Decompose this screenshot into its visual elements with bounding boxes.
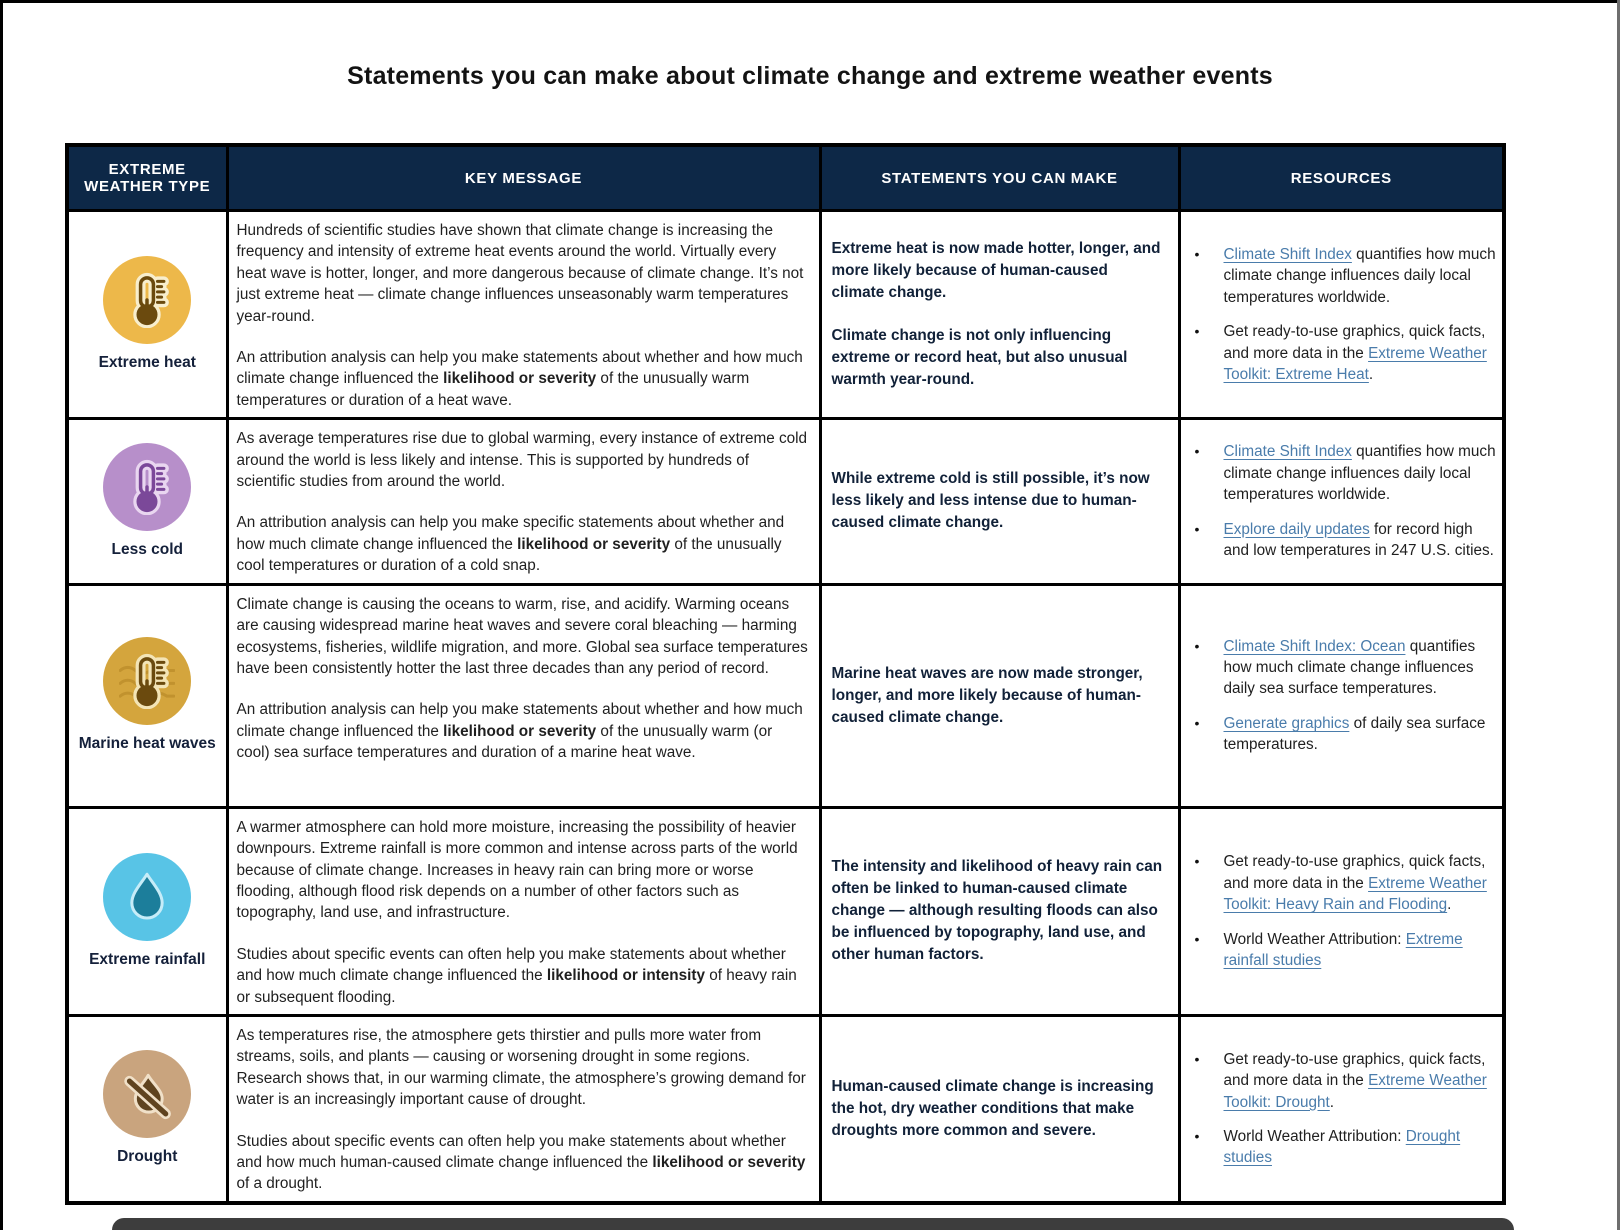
cell-key-message (227, 1015, 820, 1202)
resource-text (1224, 441, 1497, 505)
cell-key-message (227, 584, 820, 807)
text-segment: . (1447, 896, 1452, 914)
resource-item (1191, 713, 1497, 756)
resource-link[interactable]: Extreme rainfall studies (1223, 930, 1463, 969)
resource-text (1224, 244, 1497, 308)
cell-key-message (227, 419, 820, 584)
statement-paragraph: The intensity and likelihood of heavy rain can often be linked to human-caused climate change — although resulting floods can also be influenced by topography, land use, and other human factors. (831, 858, 1163, 964)
weather-table (65, 143, 1506, 1205)
page-border-left (0, 0, 3, 1230)
text-segment: Hundreds of scientific studies have shown that climate change is increasing the frequency and intensity of extreme heat events around the world. Virtually every heat wave is hotter, longer, and more dangerous because of climate change. It’s not just extreme heat — climate change influences unseasonably warm temperatures year-round. (236, 222, 804, 325)
weather-icon-circle (103, 256, 191, 344)
statement-paragraph: Climate change is not only influencing extreme or record heat, but also unusual warmth year-round. (831, 327, 1128, 389)
cell-key-message (227, 211, 820, 419)
table-row (67, 1015, 1504, 1202)
weather-icon-circle (103, 1050, 191, 1138)
bullet-icon: • (1194, 1128, 1200, 1145)
cell-resources (1179, 807, 1504, 1015)
text-segment: quantifies how much climate change influences daily local temperatures worldwide. (1223, 443, 1496, 504)
text-segment: quantifies how much climate change influences daily local temperatures worldwide. (1223, 245, 1496, 306)
resource-item (1191, 244, 1497, 308)
resource-text (1224, 1049, 1497, 1113)
bullet-icon: • (1194, 323, 1200, 340)
cell-extreme-weather-type (67, 211, 227, 419)
cell-statements (820, 1015, 1179, 1202)
bullet-icon: • (1194, 443, 1200, 460)
page-border-top (0, 0, 1620, 3)
table-row (67, 419, 1504, 584)
resource-link[interactable]: Explore daily updates (1223, 520, 1370, 538)
text-segment: of a drought. (236, 1175, 323, 1193)
resource-text (1224, 519, 1497, 562)
text-segment: quantifies how much climate change influences daily sea surface temperatures. (1223, 637, 1476, 698)
column-header-extreme-weather-type: EXTREME WEATHER TYPE (67, 145, 227, 211)
text-segment: An attribution analysis can help you make specific statements about whether and how much climate change influenced the (236, 514, 785, 553)
cell-statements (820, 419, 1179, 584)
text-segment: World Weather Attribution: (1223, 930, 1406, 948)
key-message-paragraph (237, 1131, 810, 1195)
resource-text (1224, 1126, 1497, 1169)
resource-item (1191, 1049, 1497, 1113)
text-segment: likelihood or intensity (546, 967, 705, 985)
text-segment: As average temperatures rise due to global warming, every instance of extreme cold around the world is less likely and intense. This is supported by hundreds of scientific studies from around the world. (236, 430, 808, 491)
key-message-paragraph (237, 428, 810, 492)
resource-text (1224, 929, 1497, 972)
resource-link[interactable]: Climate Shift Index (1223, 245, 1352, 263)
cell-statements (820, 807, 1179, 1015)
text-segment: Studies about specific events can often help you make statements about whether and how much human-caused climate change influenced the (236, 1132, 786, 1171)
text-segment: of the unusually warm (or cool) sea surface temperatures and duration of a marine heat wave. (236, 722, 773, 762)
bullet-icon: • (1194, 853, 1200, 870)
statement-paragraph: Marine heat waves are now made stronger, longer, and more likely because of human-caused climate change. (831, 664, 1143, 726)
resource-item (1191, 636, 1497, 700)
cell-extreme-weather-type (67, 419, 227, 584)
cell-extreme-weather-type (67, 584, 227, 807)
bullet-icon: • (1194, 1050, 1200, 1067)
text-segment: Get ready-to-use graphics, quick facts, and more data in the (1223, 853, 1486, 892)
text-segment: As temperatures rise, the atmosphere gets thirstier and pulls more water from streams, soils, and plants — causing or worsening drought in some regions. Research shows that, in our warming climate, the atmosphere’s growing demand for water is an increasingly important cause of drought. (236, 1026, 806, 1109)
cell-resources (1179, 211, 1504, 419)
weather-type-label: Extreme rainfall (89, 950, 206, 968)
resource-link[interactable]: Extreme Weather Toolkit: Drought (1223, 1072, 1487, 1111)
bullet-icon: • (1194, 245, 1200, 262)
extreme-heat-thermometer-icon (119, 272, 175, 328)
text-segment: . (1368, 365, 1374, 383)
statement-paragraph: Extreme heat is now made hotter, longer, and more likely because of human-caused climate change. (831, 240, 1161, 302)
table-row (67, 584, 1504, 807)
bullet-icon: • (1194, 930, 1200, 947)
resource-item (1191, 1126, 1497, 1169)
text-segment: Studies about specific events can often help you make statements about whether and how much climate change influenced the (236, 945, 786, 985)
header-row (67, 145, 1504, 211)
key-message-paragraph (237, 220, 810, 327)
statement-paragraph: Human-caused climate change is increasing the hot, dry weather conditions that make droughts more common and severe. (831, 1077, 1154, 1139)
text-segment: Get ready-to-use graphics, quick facts, and more data in the (1223, 323, 1486, 362)
text-segment: A warmer atmosphere can hold more moisture, increasing the possibility of heavier downpours. Extreme rainfall is more common and intense across parts of the world because of climate change. Increases in heavy rain can bring more or worse flooding, although flood risk depends on a number of other factors such as topography, land use, and infrastructure. (236, 818, 798, 922)
resource-link[interactable]: Climate Shift Index (1223, 443, 1352, 461)
weather-icon-circle (103, 637, 191, 725)
key-message-paragraph (237, 1025, 810, 1111)
text-segment: of the unusually warm temperatures or duration of a heat wave. (236, 370, 750, 409)
text-segment: An attribution analysis can help you make statements about whether and how much climate change influenced the (236, 701, 803, 740)
text-segment: of daily sea surface temperatures. (1223, 714, 1486, 754)
column-header-key-message: KEY MESSAGE (227, 145, 820, 211)
resource-text (1224, 636, 1497, 700)
text-segment: . (1329, 1093, 1335, 1111)
text-segment: of the unusually cool temperatures or duration of a cold snap. (236, 535, 782, 575)
key-message-paragraph (237, 699, 810, 763)
text-segment: likelihood or severity (443, 722, 597, 740)
text-segment: Get ready-to-use graphics, quick facts, and more data in the (1223, 1050, 1486, 1090)
text-segment: of heavy rain or subsequent flooding. (236, 967, 797, 1006)
resource-item (1191, 851, 1497, 915)
weather-table-body (67, 211, 1504, 1203)
table-row (67, 807, 1504, 1015)
key-message-paragraph (237, 594, 810, 680)
resource-text (1224, 851, 1497, 915)
key-message-paragraph (237, 347, 810, 411)
cell-key-message (227, 807, 820, 1015)
marine-heat-waves-icon (119, 653, 175, 709)
resource-item (1191, 321, 1497, 385)
bottom-toolbar[interactable] (112, 1218, 1514, 1230)
text-segment: likelihood or severity (443, 370, 597, 388)
cell-resources (1179, 419, 1504, 584)
resource-link[interactable]: Generate graphics (1223, 714, 1350, 732)
rain-drop-icon (119, 869, 175, 925)
cell-resources (1179, 584, 1504, 807)
drought-no-water-icon (119, 1066, 175, 1122)
cell-extreme-weather-type (67, 807, 227, 1015)
cell-extreme-weather-type (67, 1015, 227, 1202)
key-message-paragraph (237, 512, 810, 576)
resource-item (1191, 929, 1497, 972)
bullet-icon: • (1194, 714, 1200, 731)
text-segment: World Weather Attribution: (1223, 1128, 1406, 1146)
resource-text (1224, 713, 1497, 756)
column-header-statements: STATEMENTS YOU CAN MAKE (820, 145, 1179, 211)
table-row (67, 211, 1504, 419)
resource-link[interactable]: Extreme Weather Toolkit: Extreme Heat (1223, 344, 1487, 383)
statement-paragraph: While extreme cold is still possible, it’s now less likely and less intense due to human-caused climate change. (831, 470, 1150, 532)
resource-item (1191, 441, 1497, 505)
bullet-icon: • (1194, 637, 1200, 654)
key-message-paragraph (237, 817, 810, 924)
less-cold-thermometer-icon (119, 459, 175, 515)
resource-item (1191, 519, 1497, 562)
weather-type-label: Less cold (111, 540, 183, 558)
resource-link[interactable]: Extreme Weather Toolkit: Heavy Rain and Flooding (1223, 874, 1487, 914)
cell-resources (1179, 1015, 1504, 1202)
weather-icon-circle (103, 853, 191, 941)
text-segment: likelihood or severity (652, 1153, 806, 1171)
text-segment: for record high and low temperatures in 247 U.S. cities. (1223, 520, 1494, 560)
key-message-paragraph (237, 944, 810, 1008)
cell-statements (820, 584, 1179, 807)
resource-text (1224, 321, 1497, 385)
weather-type-label: Extreme heat (98, 354, 196, 372)
resource-link[interactable]: Drought studies (1223, 1128, 1461, 1167)
text-segment: likelihood or severity (517, 535, 671, 553)
weather-type-label: Marine heat waves (78, 735, 216, 753)
bullet-icon: • (1194, 520, 1200, 537)
cell-statements (820, 211, 1179, 419)
page-title: Statements you can make about climate change and extreme weather events (347, 62, 1273, 90)
column-header-resources: RESOURCES (1179, 145, 1504, 211)
weather-type-label: Drought (117, 1148, 178, 1166)
weather-icon-circle (103, 443, 191, 531)
resource-link[interactable]: Climate Shift Index: Ocean (1223, 637, 1406, 655)
text-segment: An attribution analysis can help you make statements about whether and how much climate change influenced the (236, 349, 803, 388)
text-segment: Climate change is causing the oceans to warm, rise, and acidify. Warming oceans are causing widespread marine heat waves and severe coral bleaching — harming ecosystems, fisheries, wildlife migration, and more. Global sea surface temperatures have been consistently hotter the last three decades than any period of record. (236, 595, 808, 677)
